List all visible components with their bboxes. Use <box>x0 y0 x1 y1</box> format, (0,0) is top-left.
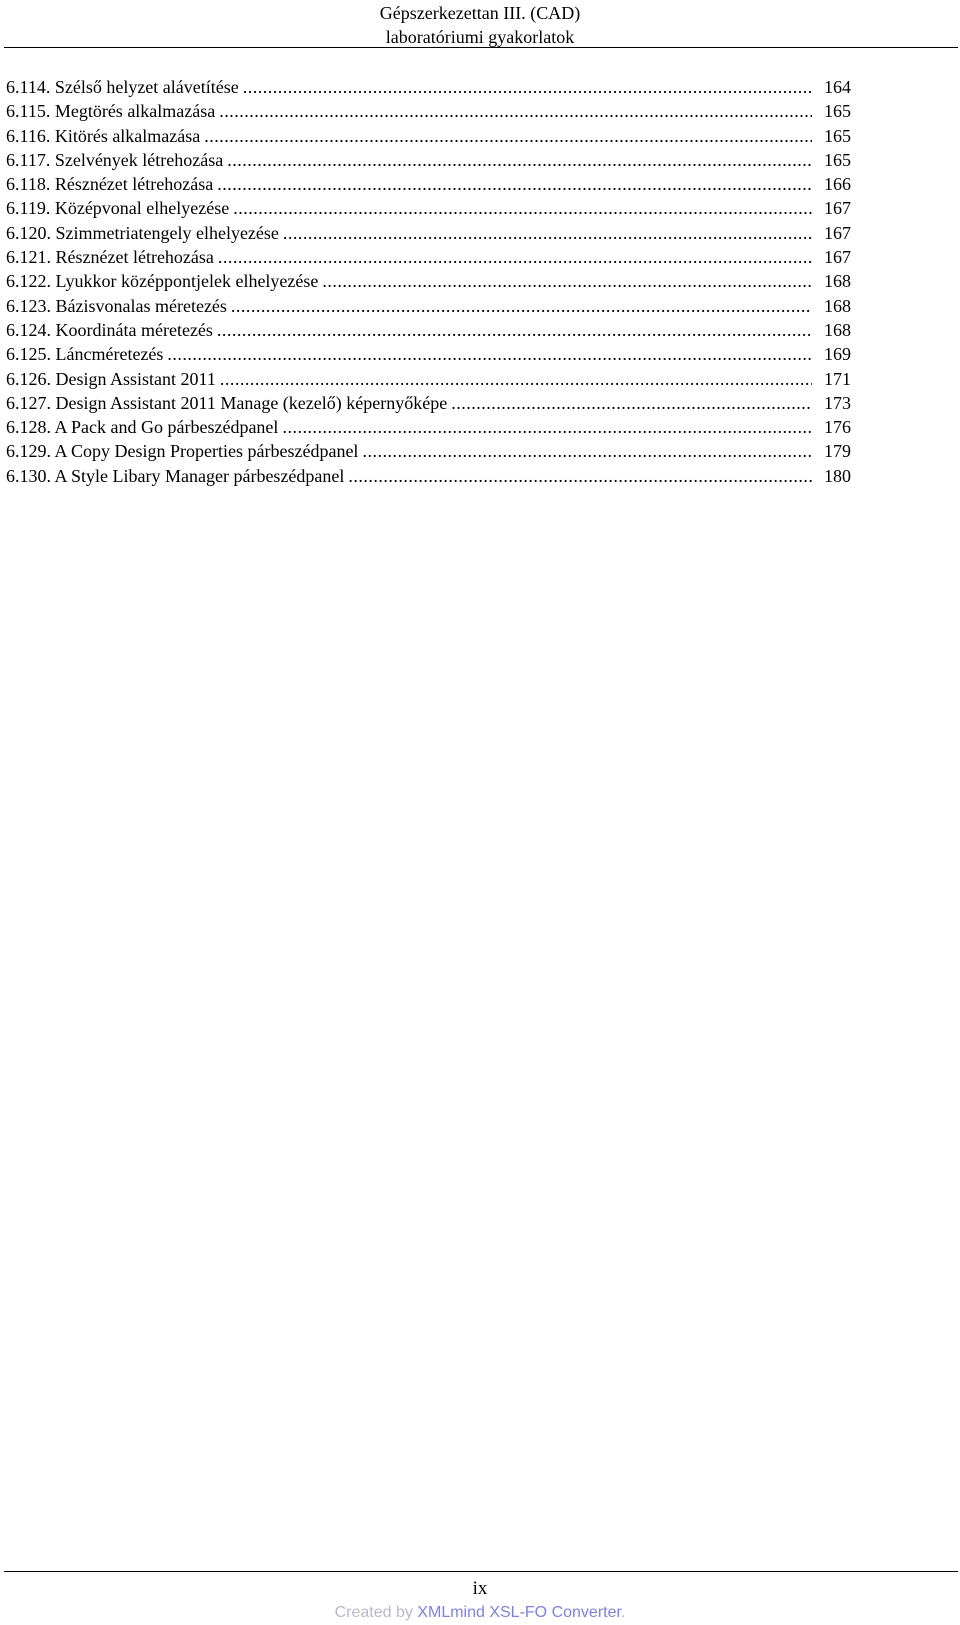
toc-entry-title: 6.119. Középvonal elhelyezése <box>6 198 230 219</box>
toc-entry-page-number: 173 <box>824 392 851 413</box>
toc-dot-leader <box>220 367 812 391</box>
toc-entry[interactable] <box>6 464 862 488</box>
toc-entry-page-number: 167 <box>824 198 851 219</box>
toc-entry-title: 6.120. Szimmetriatengely elhelyezése <box>6 222 279 243</box>
toc-entry[interactable] <box>6 415 862 439</box>
toc-entry-title: 6.126. Design Assistant 2011 <box>6 368 216 389</box>
toc-entry-page-number: 169 <box>824 344 851 365</box>
toc-entry-title: 6.130. A Style Libary Manager párbeszédpanel <box>6 465 345 486</box>
toc-dot-leader <box>227 148 812 172</box>
header-subtitle: laboratóriumi gyakorlatok <box>385 27 575 47</box>
toc-dot-leader <box>322 269 812 293</box>
toc-entry-title: 6.121. Résznézet létrehozása <box>6 247 214 268</box>
toc-entry-page-number: 171 <box>824 368 851 389</box>
toc-entry-title: 6.127. Design Assistant 2011 Manage (kezelő) képernyőképe <box>6 392 448 413</box>
toc-entry[interactable] <box>6 342 862 366</box>
toc-entry-title: 6.122. Lyukkor középpontjelek elhelyezése <box>6 271 319 292</box>
toc-entry[interactable] <box>6 99 862 123</box>
toc-entry[interactable] <box>6 269 862 293</box>
toc-entry-page-number: 165 <box>824 125 851 146</box>
toc-dot-leader <box>243 75 812 99</box>
toc-dot-leader <box>282 415 812 439</box>
toc-entry[interactable] <box>6 439 862 463</box>
toc-dot-leader <box>231 294 812 318</box>
toc-entry-page-number: 168 <box>824 271 851 292</box>
header-divider <box>4 47 958 48</box>
toc-entry[interactable] <box>6 196 862 220</box>
toc-entry[interactable] <box>6 172 862 196</box>
converter-credit <box>0 1603 960 1623</box>
page-number: ix <box>472 1578 488 1599</box>
table-of-contents-list <box>6 75 862 488</box>
toc-dot-leader <box>218 245 812 269</box>
header-title: Gépszerkezettan III. (CAD) <box>379 3 581 23</box>
toc-dot-leader <box>451 391 812 415</box>
toc-entry-page-number: 168 <box>824 319 851 340</box>
toc-dot-leader <box>219 99 812 123</box>
toc-entry-page-number: 167 <box>824 222 851 243</box>
toc-entry-title: 6.123. Bázisvonalas méretezés <box>6 295 227 316</box>
toc-entry[interactable] <box>6 124 862 148</box>
credit-link[interactable]: XMLmind XSL-FO Converter <box>417 1604 621 1621</box>
toc-dot-leader <box>283 221 812 245</box>
toc-entry-page-number: 179 <box>824 441 851 462</box>
toc-entry-page-number: 165 <box>824 101 851 122</box>
toc-entry-title: 6.125. Láncméretezés <box>6 344 164 365</box>
toc-entry-title: 6.124. Koordináta méretezés <box>6 319 213 340</box>
toc-entry-title: 6.117. Szelvények létrehozása <box>6 149 224 170</box>
toc-entry-title: 6.115. Megtörés alkalmazása <box>6 101 216 122</box>
toc-entry-page-number: 168 <box>824 295 851 316</box>
toc-entry-page-number: 180 <box>824 465 851 486</box>
credit-prefix: Created by <box>334 1604 418 1621</box>
toc-dot-leader <box>233 196 812 220</box>
toc-entry-title: 6.114. Szélső helyzet alávetítése <box>6 77 239 97</box>
toc-entry-title: 6.128. A Pack and Go párbeszédpanel <box>6 417 279 438</box>
credit-suffix: . <box>620 1604 626 1621</box>
toc-entry-page-number: 167 <box>824 247 851 268</box>
toc-dot-leader <box>217 318 812 342</box>
toc-dot-leader <box>217 172 812 196</box>
toc-entry-title: 6.118. Résznézet létrehozása <box>6 174 214 195</box>
toc-dot-leader <box>167 342 812 366</box>
toc-entry-page-number: 166 <box>824 174 851 195</box>
toc-entry-page-number: 164 <box>824 77 851 97</box>
toc-dot-leader <box>348 464 812 488</box>
toc-entry-page-number: 176 <box>824 417 851 438</box>
toc-entry-title: 6.116. Kitörés alkalmazása <box>6 125 201 146</box>
toc-entry[interactable] <box>6 294 862 318</box>
footer-divider <box>4 1571 958 1572</box>
toc-dot-leader <box>204 124 812 148</box>
toc-entry[interactable] <box>6 391 862 415</box>
toc-dot-leader <box>362 439 812 463</box>
toc-entry[interactable] <box>6 318 862 342</box>
toc-entry-page-number: 165 <box>824 149 851 170</box>
toc-entry[interactable] <box>6 367 862 391</box>
toc-entry-title: 6.129. A Copy Design Properties párbeszédpanel <box>6 441 359 462</box>
toc-entry[interactable] <box>6 75 862 99</box>
toc-entry[interactable] <box>6 221 862 245</box>
toc-entry[interactable] <box>6 245 862 269</box>
toc-entry[interactable] <box>6 148 862 172</box>
